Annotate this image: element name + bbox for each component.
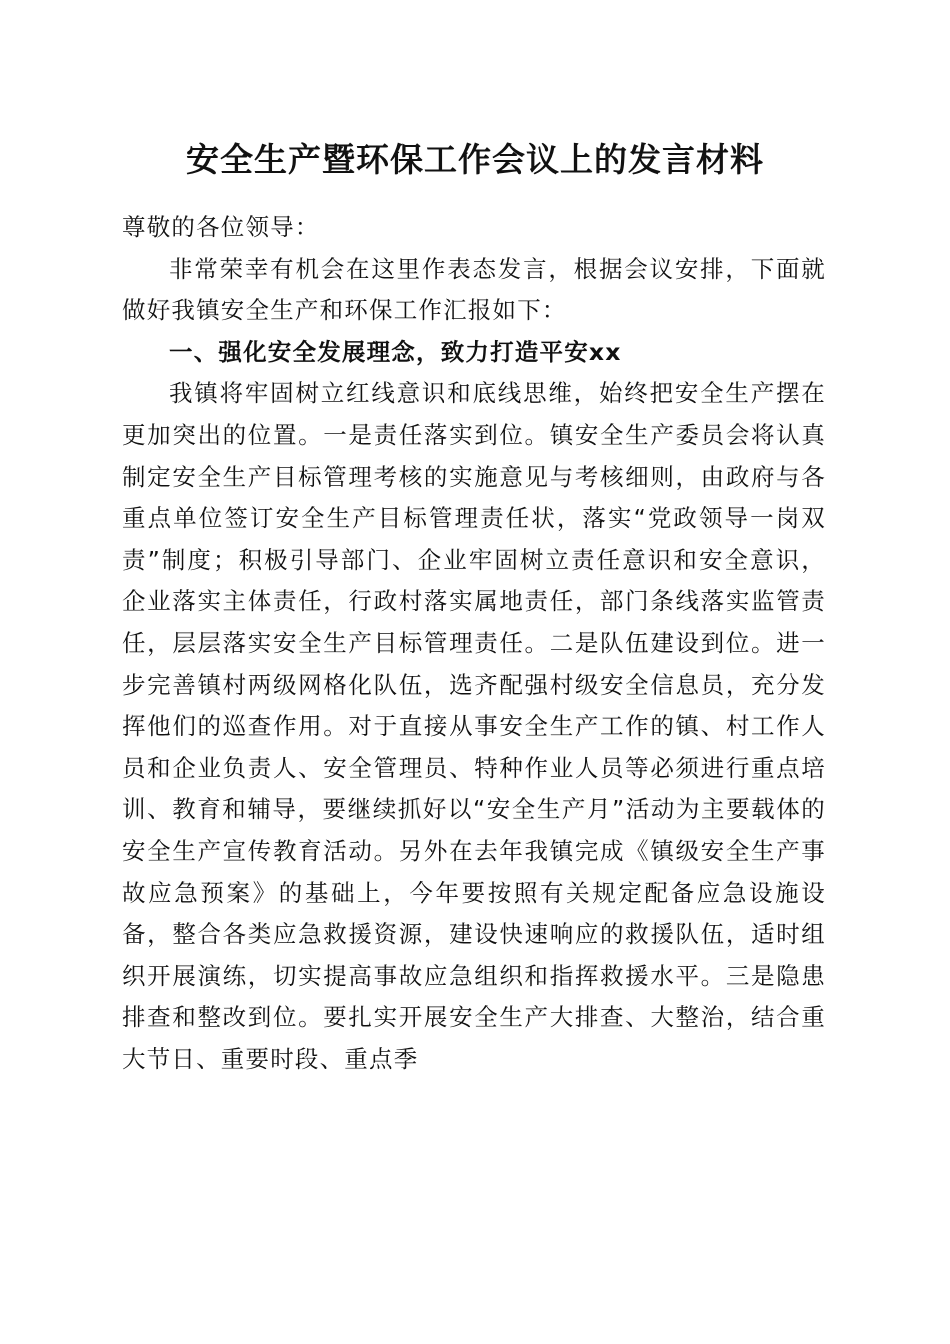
- section-heading: 一、强化安全发展理念，致力打造平安xx: [169, 337, 622, 366]
- document-title: 安全生产暨环保工作会议上的发言材料: [186, 140, 764, 179]
- intro-paragraph: 非常荣幸有机会在这里作表态发言，根据会议安排，下面就做好我镇安全生产和环保工作汇报如下：: [122, 254, 826, 325]
- document-body: [122, 207, 826, 1080]
- section-body-paragraph: 我镇将牢固树立红线意识和底线思维，始终把安全生产摆在更加突出的位置。一是责任落实到位。镇安全生产委员会将认真制定安全生产目标管理考核的实施意见与考核细则，由政府与各重点单位签订安全生产目标管理责任状，落实“党政领导一岗双责”制度；积极引导部门、企业牢固树立责任意识和安全意识，企业落实主体责任，行政村落实属地责任，部门条线落实监管责任，层层落实安全生产目标管理责任。二是队伍建设到位。进一步完善镇村两级网格化队伍，选齐配强村级安全信息员，充分发挥他们的巡查作用。对于直接从事安全生产工作的镇、村工作人员和企业负责人、安全管理员、特种作业人员等必须进行重点培训、教育和辅导，要继续抓好以“安全生产月”活动为主要载体的安全生产宣传教育活动。另外在去年我镇完成《镇级安全生产事故应急预案》的基础上，今年要按照有关规定配备应急设施设备，整合各类应急救援资源，建设快速响应的救援队伍，适时组织开展演练，切实提高事故应急组织和指挥救援水平。三是隐患排查和整改到位。要扎实开展安全生产大排查、大整治，结合重大节日、重要时段、重点季: [122, 379, 826, 1073]
- salutation: 尊敬的各位领导：: [122, 213, 320, 241]
